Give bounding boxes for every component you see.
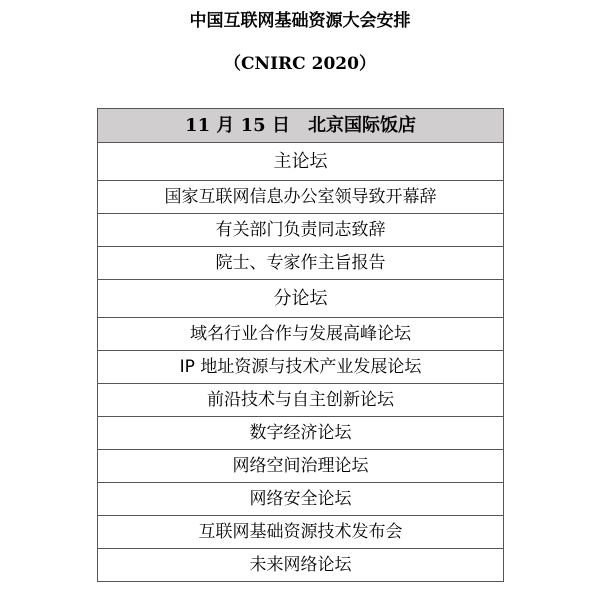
agenda-item: 前沿技术与自主创新论坛 <box>98 384 504 417</box>
table-row <box>98 549 504 582</box>
schedule-table <box>97 108 504 582</box>
agenda-item: 国家互联网信息办公室领导致开幕辞 <box>98 181 504 214</box>
table-row <box>98 417 504 450</box>
agenda-item: 院士、专家作主旨报告 <box>98 247 504 280</box>
agenda-item: 网络安全论坛 <box>98 483 504 516</box>
agenda-item: 有关部门负责同志致辞 <box>98 214 504 247</box>
agenda-item: 网络空间治理论坛 <box>98 450 504 483</box>
date-venue-header: 11 月 15 日 北京国际饭店 <box>98 109 504 143</box>
table-row <box>98 247 504 280</box>
table-header-row <box>98 109 504 143</box>
agenda-item: 域名行业合作与发展高峰论坛 <box>98 318 504 351</box>
document-subtitle: （CNIRC 2020） <box>224 54 376 74</box>
table-row <box>98 351 504 384</box>
section-sub-forums: 分论坛 <box>98 280 504 318</box>
agenda-item: 未来网络论坛 <box>98 549 504 582</box>
agenda-item: 数字经济论坛 <box>98 417 504 450</box>
table-row <box>98 214 504 247</box>
agenda-item: IP 地址资源与技术产业发展论坛 <box>98 351 504 384</box>
table-row <box>98 450 504 483</box>
section-main-forum: 主论坛 <box>98 143 504 181</box>
table-row <box>98 384 504 417</box>
section-row <box>98 143 504 181</box>
document-title: 中国互联网基础资源大会安排 <box>189 11 411 31</box>
agenda-item: 互联网基础资源技术发布会 <box>98 516 504 549</box>
section-row <box>98 280 504 318</box>
table-row <box>98 181 504 214</box>
table-row <box>98 516 504 549</box>
table-row <box>98 483 504 516</box>
table-row <box>98 318 504 351</box>
